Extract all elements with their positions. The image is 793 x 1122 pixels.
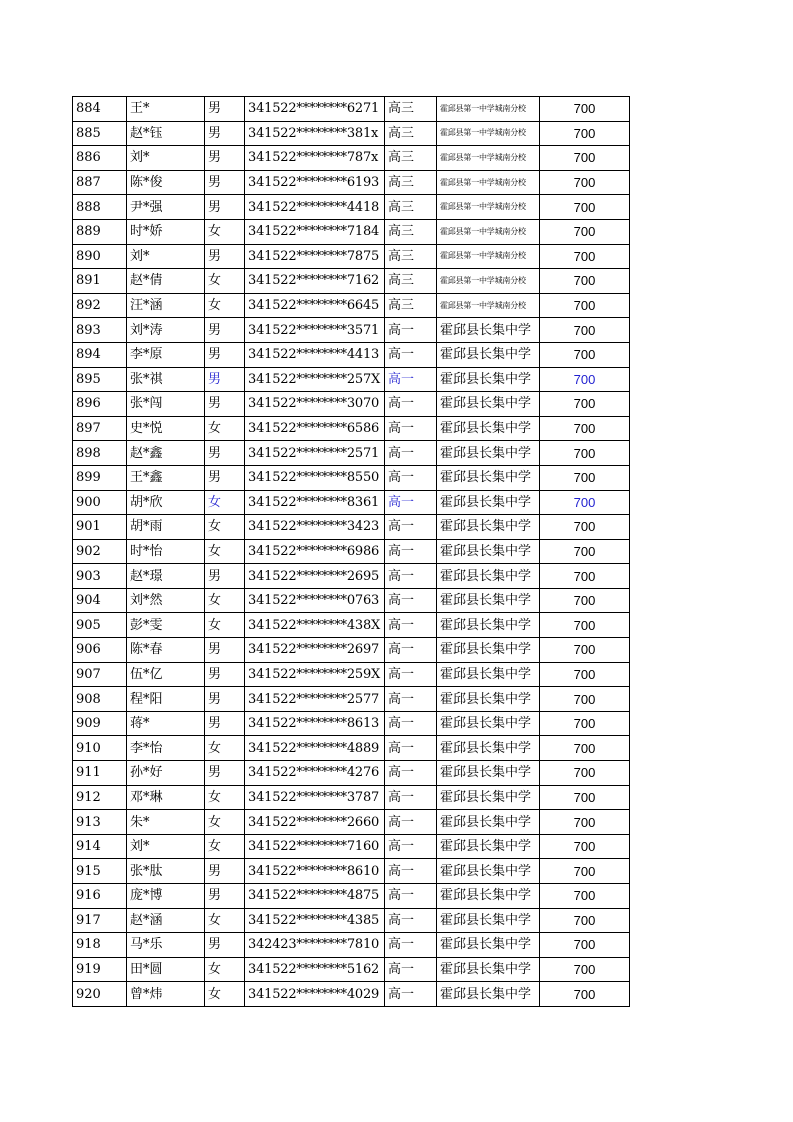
student-aid-table [72,96,630,1007]
cell-student-name: 尹*强 [127,195,205,220]
cell-school: 霍邱县长集中学 [437,908,540,933]
table-row [73,342,630,367]
cell-grade: 高三 [385,293,437,318]
cell-id-number: 341522********7875 [245,244,385,269]
cell-serial-number: 917 [73,908,127,933]
cell-student-name: 张*闯 [127,392,205,417]
cell-serial-number: 907 [73,662,127,687]
cell-school: 霍邱县长集中学 [437,318,540,343]
cell-school: 霍邱县长集中学 [437,761,540,786]
table-row [73,957,630,982]
cell-id-number: 341522********6586 [245,416,385,441]
cell-student-name: 邓*琳 [127,785,205,810]
cell-serial-number: 899 [73,465,127,490]
cell-amount: 700 [540,416,630,441]
cell-gender: 女 [205,736,245,761]
cell-school: 霍邱县长集中学 [437,687,540,712]
cell-serial-number: 913 [73,810,127,835]
cell-student-name: 曾*炜 [127,982,205,1007]
cell-serial-number: 898 [73,441,127,466]
cell-amount: 700 [540,269,630,294]
cell-grade: 高一 [385,711,437,736]
cell-amount: 700 [540,884,630,909]
cell-amount: 700 [540,244,630,269]
cell-grade: 高一 [385,884,437,909]
cell-gender: 男 [205,687,245,712]
cell-school: 霍邱县长集中学 [437,342,540,367]
cell-student-name: 胡*雨 [127,515,205,540]
cell-serial-number: 908 [73,687,127,712]
cell-student-name: 刘* [127,146,205,171]
table-row [73,219,630,244]
cell-school: 霍邱县长集中学 [437,638,540,663]
table-row [73,711,630,736]
cell-school: 霍邱县长集中学 [437,367,540,392]
cell-student-name: 赵*倩 [127,269,205,294]
cell-school: 霍邱县长集中学 [437,416,540,441]
cell-amount: 700 [540,859,630,884]
cell-id-number: 341522********6193 [245,170,385,195]
cell-serial-number: 895 [73,367,127,392]
cell-serial-number: 893 [73,318,127,343]
cell-school: 霍邱县长集中学 [437,515,540,540]
cell-amount: 700 [540,146,630,171]
cell-amount: 700 [540,810,630,835]
cell-id-number: 341522********787x [245,146,385,171]
cell-gender: 女 [205,810,245,835]
cell-student-name: 刘* [127,244,205,269]
table-row [73,908,630,933]
cell-id-number: 341522********4413 [245,342,385,367]
table-row [73,392,630,417]
cell-gender: 女 [205,293,245,318]
cell-school: 霍邱县第一中学城南分校 [437,146,540,171]
cell-serial-number: 896 [73,392,127,417]
cell-school: 霍邱县长集中学 [437,465,540,490]
cell-serial-number: 904 [73,588,127,613]
cell-id-number: 341522********4385 [245,908,385,933]
cell-school: 霍邱县第一中学城南分校 [437,170,540,195]
cell-id-number: 341522********2697 [245,638,385,663]
cell-student-name: 彭*雯 [127,613,205,638]
cell-amount: 700 [540,613,630,638]
cell-grade: 高一 [385,761,437,786]
table-row [73,367,630,392]
cell-student-name: 时*怡 [127,539,205,564]
cell-student-name: 庞*博 [127,884,205,909]
cell-gender: 男 [205,392,245,417]
cell-school: 霍邱县长集中学 [437,859,540,884]
cell-id-number: 341522********8361 [245,490,385,515]
table-row [73,564,630,589]
cell-gender: 男 [205,367,245,392]
cell-school: 霍邱县长集中学 [437,539,540,564]
cell-school: 霍邱县第一中学城南分校 [437,244,540,269]
cell-serial-number: 890 [73,244,127,269]
cell-school: 霍邱县第一中学城南分校 [437,195,540,220]
cell-id-number: 341522********4276 [245,761,385,786]
cell-student-name: 赵*鑫 [127,441,205,466]
cell-grade: 高三 [385,269,437,294]
table-row [73,736,630,761]
cell-student-name: 李*怡 [127,736,205,761]
cell-student-name: 陈*春 [127,638,205,663]
cell-gender: 女 [205,416,245,441]
cell-amount: 700 [540,933,630,958]
cell-serial-number: 910 [73,736,127,761]
cell-student-name: 刘*然 [127,588,205,613]
cell-student-name: 赵*璟 [127,564,205,589]
cell-serial-number: 909 [73,711,127,736]
cell-school: 霍邱县长集中学 [437,810,540,835]
cell-student-name: 时*娇 [127,219,205,244]
cell-amount: 700 [540,687,630,712]
cell-serial-number: 902 [73,539,127,564]
cell-gender: 男 [205,465,245,490]
cell-serial-number: 884 [73,97,127,122]
cell-serial-number: 906 [73,638,127,663]
cell-amount: 700 [540,392,630,417]
table-row [73,785,630,810]
cell-id-number: 341522********6986 [245,539,385,564]
cell-grade: 高三 [385,195,437,220]
cell-student-name: 刘* [127,834,205,859]
cell-serial-number: 891 [73,269,127,294]
cell-id-number: 341522********8613 [245,711,385,736]
cell-grade: 高一 [385,859,437,884]
cell-grade: 高一 [385,342,437,367]
cell-serial-number: 889 [73,219,127,244]
table-row [73,293,630,318]
cell-school: 霍邱县长集中学 [437,785,540,810]
cell-grade: 高三 [385,121,437,146]
cell-id-number: 341522********8610 [245,859,385,884]
cell-id-number: 341522********6271 [245,97,385,122]
cell-student-name: 田*圆 [127,957,205,982]
cell-id-number: 341522********3070 [245,392,385,417]
cell-serial-number: 888 [73,195,127,220]
cell-grade: 高一 [385,539,437,564]
cell-school: 霍邱县长集中学 [437,588,540,613]
cell-student-name: 朱* [127,810,205,835]
cell-grade: 高一 [385,392,437,417]
table-row [73,539,630,564]
cell-id-number: 341522********7162 [245,269,385,294]
cell-serial-number: 920 [73,982,127,1007]
table-body [73,97,630,1007]
cell-grade: 高一 [385,441,437,466]
cell-student-name: 王*鑫 [127,465,205,490]
table-row [73,834,630,859]
cell-serial-number: 894 [73,342,127,367]
cell-student-name: 张*祺 [127,367,205,392]
cell-gender: 女 [205,490,245,515]
cell-amount: 700 [540,490,630,515]
cell-gender: 女 [205,982,245,1007]
cell-grade: 高一 [385,416,437,441]
cell-gender: 男 [205,342,245,367]
cell-school: 霍邱县长集中学 [437,613,540,638]
table-row [73,244,630,269]
cell-id-number: 341522********4875 [245,884,385,909]
cell-school: 霍邱县长集中学 [437,933,540,958]
cell-grade: 高一 [385,318,437,343]
cell-gender: 男 [205,146,245,171]
cell-school: 霍邱县长集中学 [437,957,540,982]
cell-id-number: 341522********2571 [245,441,385,466]
cell-grade: 高三 [385,97,437,122]
table-row [73,588,630,613]
cell-id-number: 341522********0763 [245,588,385,613]
table-row [73,933,630,958]
cell-gender: 男 [205,195,245,220]
cell-student-name: 陈*俊 [127,170,205,195]
cell-gender: 男 [205,933,245,958]
cell-amount: 700 [540,342,630,367]
cell-student-name: 伍*亿 [127,662,205,687]
cell-gender: 女 [205,539,245,564]
cell-id-number: 341522********5162 [245,957,385,982]
table-row [73,146,630,171]
cell-school: 霍邱县长集中学 [437,736,540,761]
cell-school: 霍邱县长集中学 [437,711,540,736]
cell-grade: 高一 [385,982,437,1007]
cell-grade: 高一 [385,810,437,835]
cell-school: 霍邱县长集中学 [437,490,540,515]
cell-student-name: 程*阳 [127,687,205,712]
cell-id-number: 341522********438X [245,613,385,638]
cell-id-number: 341522********257X [245,367,385,392]
cell-grade: 高一 [385,613,437,638]
table-row [73,859,630,884]
cell-grade: 高三 [385,244,437,269]
cell-student-name: 史*悦 [127,416,205,441]
cell-amount: 700 [540,588,630,613]
table-row [73,441,630,466]
cell-id-number: 341522********2577 [245,687,385,712]
cell-grade: 高三 [385,146,437,171]
cell-serial-number: 916 [73,884,127,909]
cell-serial-number: 919 [73,957,127,982]
table-row [73,195,630,220]
cell-gender: 男 [205,318,245,343]
cell-id-number: 341522********6645 [245,293,385,318]
cell-grade: 高三 [385,219,437,244]
table-row [73,97,630,122]
cell-serial-number: 892 [73,293,127,318]
cell-serial-number: 905 [73,613,127,638]
table-row [73,465,630,490]
cell-grade: 高一 [385,957,437,982]
cell-amount: 700 [540,465,630,490]
cell-gender: 男 [205,761,245,786]
cell-school: 霍邱县长集中学 [437,982,540,1007]
cell-gender: 男 [205,638,245,663]
cell-gender: 女 [205,834,245,859]
cell-school: 霍邱县长集中学 [437,392,540,417]
cell-student-name: 张*肽 [127,859,205,884]
cell-gender: 男 [205,97,245,122]
cell-school: 霍邱县长集中学 [437,884,540,909]
cell-amount: 700 [540,834,630,859]
cell-gender: 男 [205,884,245,909]
cell-id-number: 341522********7184 [245,219,385,244]
cell-grade: 高一 [385,465,437,490]
cell-amount: 700 [540,539,630,564]
cell-student-name: 胡*欣 [127,490,205,515]
cell-amount: 700 [540,736,630,761]
cell-grade: 高一 [385,687,437,712]
cell-id-number: 341522********8550 [245,465,385,490]
cell-id-number: 341522********4418 [245,195,385,220]
cell-grade: 高一 [385,588,437,613]
cell-grade: 高一 [385,564,437,589]
cell-gender: 男 [205,170,245,195]
cell-serial-number: 912 [73,785,127,810]
cell-serial-number: 911 [73,761,127,786]
cell-amount: 700 [540,515,630,540]
cell-gender: 男 [205,244,245,269]
table-row [73,982,630,1007]
cell-student-name: 赵*涵 [127,908,205,933]
table-row [73,761,630,786]
cell-amount: 700 [540,662,630,687]
cell-amount: 700 [540,908,630,933]
cell-gender: 男 [205,711,245,736]
cell-grade: 高一 [385,490,437,515]
cell-gender: 女 [205,908,245,933]
cell-school: 霍邱县第一中学城南分校 [437,293,540,318]
cell-serial-number: 886 [73,146,127,171]
cell-grade: 高一 [385,638,437,663]
cell-amount: 700 [540,982,630,1007]
cell-grade: 高一 [385,515,437,540]
cell-amount: 700 [540,638,630,663]
cell-serial-number: 918 [73,933,127,958]
cell-school: 霍邱县长集中学 [437,441,540,466]
cell-serial-number: 914 [73,834,127,859]
cell-id-number: 341522********259X [245,662,385,687]
table-row [73,269,630,294]
cell-grade: 高一 [385,785,437,810]
cell-id-number: 341522********2695 [245,564,385,589]
cell-gender: 女 [205,219,245,244]
cell-id-number: 341522********2660 [245,810,385,835]
table-row [73,687,630,712]
table-row [73,810,630,835]
cell-amount: 700 [540,195,630,220]
cell-school: 霍邱县长集中学 [437,834,540,859]
cell-student-name: 王* [127,97,205,122]
table-row [73,416,630,441]
cell-gender: 女 [205,269,245,294]
cell-gender: 男 [205,121,245,146]
cell-serial-number: 897 [73,416,127,441]
table-row [73,613,630,638]
cell-amount: 700 [540,441,630,466]
cell-amount: 700 [540,219,630,244]
cell-id-number: 342423********7810 [245,933,385,958]
cell-school: 霍邱县长集中学 [437,662,540,687]
cell-gender: 女 [205,785,245,810]
cell-amount: 700 [540,170,630,195]
table-row [73,884,630,909]
cell-amount: 700 [540,761,630,786]
cell-grade: 高一 [385,736,437,761]
cell-serial-number: 900 [73,490,127,515]
cell-student-name: 赵*钰 [127,121,205,146]
table-row [73,121,630,146]
cell-id-number: 341522********381x [245,121,385,146]
cell-gender: 男 [205,441,245,466]
table-row [73,515,630,540]
cell-amount: 700 [540,564,630,589]
cell-amount: 700 [540,293,630,318]
cell-gender: 女 [205,588,245,613]
cell-amount: 700 [540,97,630,122]
cell-student-name: 马*乐 [127,933,205,958]
cell-id-number: 341522********3571 [245,318,385,343]
cell-serial-number: 887 [73,170,127,195]
cell-gender: 男 [205,859,245,884]
cell-amount: 700 [540,121,630,146]
cell-amount: 700 [540,711,630,736]
cell-amount: 700 [540,957,630,982]
cell-school: 霍邱县长集中学 [437,564,540,589]
cell-school: 霍邱县第一中学城南分校 [437,269,540,294]
cell-id-number: 341522********4889 [245,736,385,761]
cell-grade: 高三 [385,170,437,195]
cell-gender: 女 [205,515,245,540]
cell-grade: 高一 [385,367,437,392]
cell-grade: 高一 [385,834,437,859]
cell-gender: 男 [205,564,245,589]
table-row [73,170,630,195]
cell-gender: 男 [205,662,245,687]
cell-id-number: 341522********7160 [245,834,385,859]
cell-id-number: 341522********4029 [245,982,385,1007]
cell-amount: 700 [540,318,630,343]
cell-student-name: 蒋* [127,711,205,736]
cell-serial-number: 903 [73,564,127,589]
cell-student-name: 汪*涵 [127,293,205,318]
cell-serial-number: 915 [73,859,127,884]
cell-serial-number: 885 [73,121,127,146]
cell-school: 霍邱县第一中学城南分校 [437,97,540,122]
cell-gender: 女 [205,957,245,982]
cell-id-number: 341522********3423 [245,515,385,540]
cell-grade: 高一 [385,933,437,958]
cell-amount: 700 [540,785,630,810]
cell-school: 霍邱县第一中学城南分校 [437,121,540,146]
table-row [73,318,630,343]
cell-student-name: 刘*涛 [127,318,205,343]
cell-school: 霍邱县第一中学城南分校 [437,219,540,244]
cell-gender: 女 [205,613,245,638]
table-row [73,490,630,515]
cell-student-name: 孙*好 [127,761,205,786]
cell-id-number: 341522********3787 [245,785,385,810]
cell-grade: 高一 [385,662,437,687]
cell-serial-number: 901 [73,515,127,540]
cell-amount: 700 [540,367,630,392]
cell-grade: 高一 [385,908,437,933]
table-row [73,638,630,663]
table-row [73,662,630,687]
cell-student-name: 李*原 [127,342,205,367]
